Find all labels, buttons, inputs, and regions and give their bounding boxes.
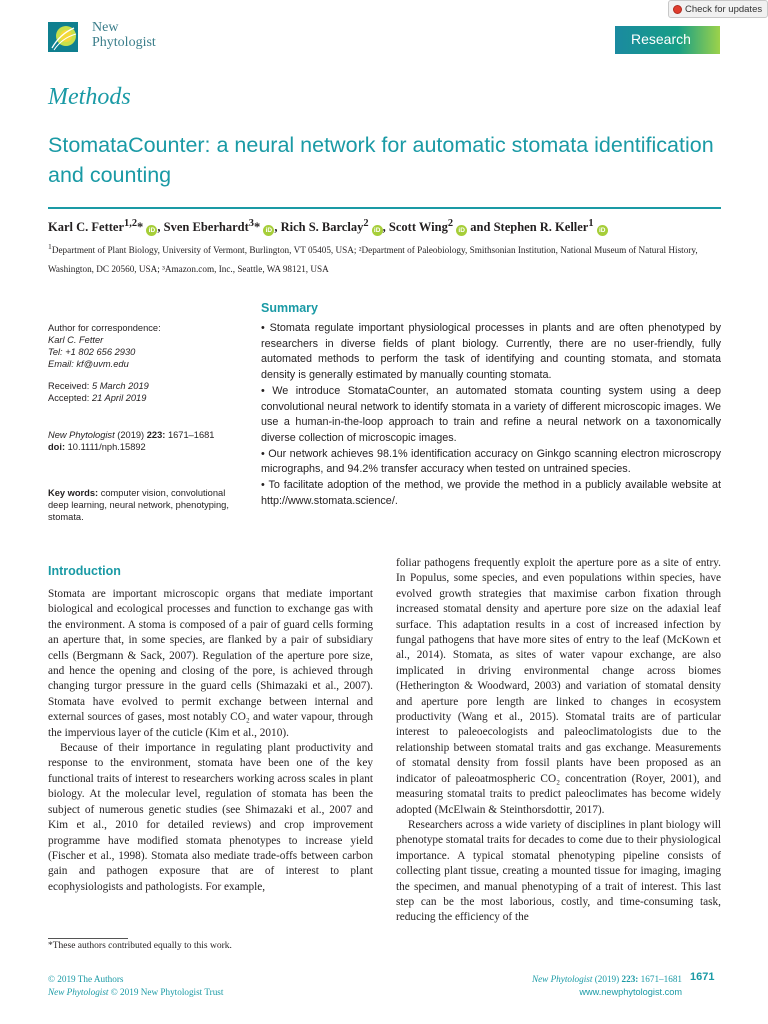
summary-bullet-4: • To facilitate adoption of the method, we provide the method in a publicly available website at http://www.stomata.science/. [261, 479, 721, 507]
keywords: Key words: computer vision, convolutional deep learning, neural network, phenotyping, stomata. [48, 488, 229, 522]
research-label: Research [631, 31, 691, 47]
correspondence-label: Author for correspondence: [48, 323, 161, 333]
summary-bullet-2: • We introduce StomataCounter, an automated stomata counting system using a deep convolutional neural network to identify stomata in a variety of different microscopic images. We use a human-in-the-loop approach to train and refine a neural network on a taxonomically diverse collection of microscopic images. [261, 384, 721, 444]
author-name[interactable]: Sven Eberhardt [163, 220, 249, 235]
summary-bullet-3: • Our network achieves 98.1% identification accuracy on Ginkgo scanning electron microscropy micrographs, and 94.2% transfer accuracy when tested on untrained species. [261, 447, 722, 476]
page-number: 1671 [690, 971, 715, 983]
citation: New Phytologist (2019) 223: 1671–1681 [48, 430, 215, 440]
author-name[interactable]: Rich S. Barclay [280, 220, 364, 235]
footer-cite-line: New Phytologist (2019) 223: 1671–1681 [531, 974, 682, 984]
affiliation-sup: 1 [48, 242, 52, 251]
summary-bullet-1: • Stomata regulate important physiological processes in plants and are often phenotyped by researchers in diverse fields of plant biology. Currently, there are no user-friendly, fully automated methods to perform the task of identifying and counting stomata, and stomata density is generally estimated by manually counting stomata. [261, 322, 721, 382]
body-column-left [48, 587, 373, 895]
check-for-updates-label: Check for updates [685, 4, 763, 15]
check-for-updates-button[interactable] [668, 0, 768, 18]
author-name[interactable]: Karl C. Fetter [48, 220, 125, 235]
footnote: *These authors contributed equally to this work. [48, 941, 232, 951]
introduction-heading: Introduction [48, 564, 121, 578]
journal-name[interactable] [92, 20, 156, 50]
copyright-line1: © 2019 The Authors [48, 974, 124, 984]
paragraph: Because of their importance in regulating plant productivity and response to the environment, stomata have been one of the key functional traits of interest to researchers working across scales in plant biology. At the molecular level, regulation of stomata has been the subject of numerous genetic studies (see Shimazaki et al., 2007 and Kim et al., 2010 for detailed reviews) and crop improvement programme have modified stomata phenotypes to increase yield (Fischer et al., 1998). Stomata also mediate trade-offs between carbon gain and pathogen exposure that are of interest to plant ecophysiologists and pathologists. For example, [48, 742, 373, 893]
author-sup: 2 [447, 218, 454, 229]
author-sup: 1,2 [124, 218, 138, 229]
affiliations [48, 237, 723, 279]
author-sup: 2 [363, 218, 369, 229]
orcid-icon[interactable]: iD [597, 225, 608, 236]
journal-logo-icon [48, 22, 78, 52]
journal-name-line1: New [92, 20, 119, 35]
affiliation-text: Department of Plant Biology, University of Vermont, Burlington, VT 05405, USA; ²Department of Paleobiology, Smithsonian Institution, National Museum of Natural History, Washington, DC 20560, USA; ³Amazon.com, Inc., Seattle, WA 98121, USA [48, 245, 698, 275]
footer-website[interactable]: www.newphytologist.com [579, 986, 682, 997]
author-name[interactable]: Stephen R. Keller [493, 220, 589, 235]
title-divider [48, 207, 721, 209]
paragraph: Researchers across a wide variety of disciplines in plant biology will phenotype stomatal traits for decades to come due to their physiological importance. A typical stomatal phenotyping pipeline consists of collecting plant tissue, creating a mounted tissue for imaging, imaging the specimen, and manual phenotyping of a trait of interest. This last step can be the most laborious, costly, and time-consuming task, reducing the efficiency of the [396, 818, 722, 924]
orcid-icon[interactable]: iD [146, 225, 157, 236]
correspondence-email[interactable]: Email: kf@uvm.edu [48, 359, 129, 369]
author-mark: * [137, 220, 144, 235]
crossmark-icon [673, 5, 682, 14]
summary-heading: Summary [261, 301, 318, 315]
orcid-icon[interactable]: iD [456, 225, 467, 236]
doi: doi: 10.1111/nph.15892 [48, 442, 146, 452]
paragraph: foliar pathogens frequently exploit the aperture pore as a site of entry. In Populus, some species, and even populations within species, have evolved growth strategies that maximise carbon fixation through increased stomatal density and aperture pore size on the adaxial leaf surface. This adaptation results in a cost of increased infection by fungal pathogens that have more sites of entry to the leaf (McKown et al., 2014). Stomata, as sites of water vapour exchange, are also implicated in driving environmental change across biomes (Hetherington & Woodward, 2003) and variation of stomatal density and aperture pore length are linked to changes in ecosystem productivity (Wang et al., 2015). Stomatal traits are of particular interest to paleoecologists and paleoclimatologists due to the relationship between stomatal traits and gas exchange. Measurements of stomatal density from fossil plants have been proposed as an indicator of paleoatmospheric CO₂ concentration (Royer, 2001), and measuring stomatal traits to predict paleoclimates has become widely adopted (McElwain & Steinthorsdottir, 2017). [396, 557, 721, 816]
author-sup: 1 [588, 218, 594, 229]
author-mark: * [253, 220, 261, 235]
author-name[interactable]: Scott Wing [388, 220, 448, 235]
article-title: StomataCounter: a neural network for automatic stomata identification and counting [48, 133, 714, 187]
orcid-icon[interactable]: iD [372, 225, 383, 236]
copyright-line2: New Phytologist © 2019 New Phytologist Trust [48, 986, 224, 997]
orcid-icon[interactable]: iD [263, 225, 274, 236]
research-banner [615, 26, 720, 54]
correspondence-tel: Tel: +1 802 656 2930 [48, 347, 136, 357]
section-label: Methods [48, 84, 131, 110]
correspondence-name: Karl C. Fetter [48, 335, 104, 345]
footer-citation [470, 973, 682, 998]
paragraph: Stomata are important microscopic organs that mediate important biological and ecological processes and function to exchange gas with the environment. A stoma is composed of a pair of guard cells forming an aperture that, in some species, are flanked by a pair of subsidiary cells (Bergmann & Sack, 2007). Regulation of the aperture pore size, and hence the opening and closing of the pore, is achieved through changing turgor pressure in the guard cells (Shimazaki et al., 2007). Stomata have evolved to permit exchange between internal and external sources of gases, most notably CO₂ and water vapour, through the impervious layer of the cuticle (Kim et al., 2010). [48, 588, 373, 739]
received-date: Received: 5 March 2019 [48, 381, 149, 391]
journal-name-line2: Phytologist [92, 35, 156, 50]
author-list: Karl C. Fetter$^{1,2}$* iD , Sven Eberhardt$^3$* iD , Rich S. Barclay$^2$ iD , Scott Wing$^2$ iD and Stephen R. Keller$^1$ iD [48, 215, 728, 236]
summary-body [261, 321, 721, 509]
author-sup: 3 [248, 218, 254, 229]
footnote-divider [48, 938, 128, 939]
footer-copyright [48, 973, 223, 998]
article-info-sidebar [48, 322, 248, 523]
accepted-date: Accepted: 21 April 2019 [48, 393, 147, 403]
body-column-right [396, 556, 721, 926]
